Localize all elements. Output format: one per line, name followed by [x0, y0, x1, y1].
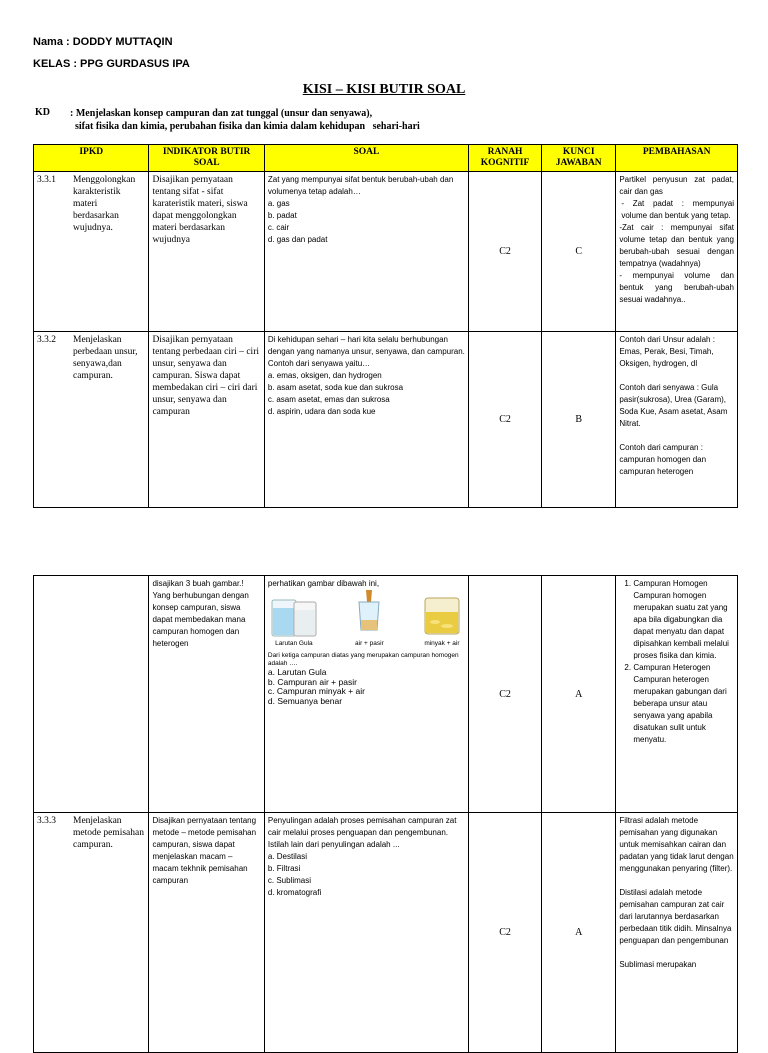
- pembahasan-cell: [616, 813, 738, 1053]
- kisi-table-1: [33, 144, 738, 508]
- kd-text: : Menjelaskan konsep campuran dan zat tunggal (unsur dan senyawa), sifat fisika dan kimia, perubahan fisika dan kimia dalam kehidupan sehari-hari: [70, 108, 420, 132]
- pembahasan-line: Distilasi adalah metode pemisahan campuran zat cair dari larutannya berdasarkan perbedaan titik didih. Minsalnya penguapan dan pengembunan: [619, 888, 732, 945]
- ranah-cell: C2: [468, 813, 541, 1053]
- kunci-cell: B: [542, 332, 616, 508]
- option-b: b. asam asetat, soda kue dan sukrosa: [267, 383, 404, 392]
- ipkd-number: 3.3.1: [37, 175, 56, 185]
- pembahasan-line: Partikel penyusun zat padat, cair dan gas: [619, 175, 734, 196]
- indikator-cell: disajikan 3 buah gambar.! Yang berhubungan dengan konsep campuran, siswa dapat membedakan mana campuran homogen dan heterogen: [149, 576, 264, 813]
- header-pembahasan: PEMBAHASAN: [616, 145, 738, 172]
- soal-cell: [264, 576, 468, 813]
- indikator-cell: Disajikan pernyataan tentang sifat - sifat karateristik materi, siswa dapat menggolongkan materi berdasarkan wujudnya: [149, 172, 264, 332]
- ipkd-text: Menggolongkan karakteristik materi berdasarkan wujudnya.: [73, 175, 136, 233]
- question-text: Di kehidupan sehari – hari kita selalu berhubungan dengan yang namanya unsur, senyawa, dan campuran. Contoh dari senyawa yaitu…: [267, 335, 465, 368]
- table-row: [34, 332, 738, 508]
- soal-cell: [264, 813, 468, 1053]
- table-row: [34, 172, 738, 332]
- pembahasan-line: Filtrasi adalah metode pemisahan yang digunakan untuk memisahkan cairan dan padatan yang tidak larut dengan menggunakan penyaring (filter).: [619, 816, 734, 873]
- ipkd-text: Menjelaskan perbedaan unsur, senyawa,dan campuran.: [73, 335, 138, 381]
- ipkd-cell: [34, 172, 149, 332]
- option-c: c. Sublimasi: [267, 876, 311, 885]
- pembahasan-line: -Zat cair : mempunyai sifat volume tetap dan bentuk yang berubah-ubah sesuai dengan tempatnya (wadahnya): [619, 223, 734, 268]
- pembahasan-line: Contoh dari senyawa : Gula pasir(sukrosa), Urea (Garam), Soda Kue, Asam asetat, Asam Nitrat.: [619, 383, 728, 428]
- pembahasan-cell: [616, 576, 738, 813]
- option-b: b. padat: [267, 211, 297, 220]
- pembahasan-line: Sublimasi merupakan: [619, 960, 697, 969]
- ipkd-number: 3.3.3: [37, 816, 56, 826]
- ranah-cell: C2: [468, 576, 541, 813]
- beaker-icon: [268, 596, 320, 638]
- table-row: [34, 813, 738, 1053]
- student-name: Nama : DODDY MUTTAQIN: [33, 36, 173, 48]
- pembahasan-line: - Zat padat : mempunyai volume dan bentuk yang tetap.: [621, 199, 734, 220]
- ipkd-cell: [34, 576, 149, 813]
- option-b: b. Filtrasi: [267, 864, 301, 873]
- ranah-cell: C2: [468, 172, 541, 332]
- kunci-cell: A: [542, 576, 616, 813]
- pembahasan-line: Contoh dari Unsur adalah : Emas, Perak, Besi, Timah, Oksigen, hydrogen, dl: [619, 335, 715, 368]
- header-ranah: RANAH KOGNITIF: [468, 145, 541, 172]
- option-c: c. cair: [267, 223, 290, 232]
- pembahasan-cell: [616, 332, 738, 508]
- kd-label: KD: [35, 107, 50, 118]
- header-soal: SOAL: [264, 145, 468, 172]
- page-title: KISI – KISI BUTIR SOAL: [302, 82, 466, 97]
- sand-water-image: [354, 590, 384, 650]
- kunci-cell: C: [542, 172, 616, 332]
- question-text: Zat yang mempunyai sifat bentuk berubah-ubah dan volumenya tetap adalah…: [267, 175, 454, 196]
- soal-cell: [264, 172, 468, 332]
- option-d: d. aspirin, udara dan soda kue: [267, 407, 376, 416]
- table-header-row: [34, 145, 738, 172]
- option-d: d. kromatografi: [267, 888, 322, 897]
- pembahasan-line: Contoh dari campuran : campuran homogen dan campuran heterogen: [619, 443, 707, 476]
- sugar-solution-image: [268, 596, 320, 650]
- pembahasan-item: 2. Campuran Heterogen Campuran heterogen merupakan gabungan dari beberapa unsur atau senyawa yang apabila disatukan sulit untuk menyatu.: [633, 662, 734, 746]
- option-a: a. gas: [267, 199, 290, 208]
- header-ipkd: IPKD: [34, 145, 149, 172]
- image-caption: Larutan Gula: [275, 640, 313, 647]
- option-d: d. gas dan padat: [267, 235, 328, 244]
- kunci-cell: A: [542, 813, 616, 1053]
- ipkd-cell: [34, 332, 149, 508]
- question-text: Dari ketiga campuran diatas yang merupakan campuran homogen adalah ….: [267, 652, 459, 667]
- ipkd-text: Menjelaskan metode pemisahan campuran.: [73, 816, 144, 850]
- option-b: b. Campuran air + pasir: [267, 676, 357, 687]
- header-kunci: KUNCI JAWABAN: [542, 145, 616, 172]
- option-a: a. emas, oksigen, dan hydrogen: [267, 371, 382, 380]
- kisi-table-2: [33, 575, 738, 1053]
- pembahasan-line: - mempunyai volume dan bentuk yang berubah-ubah sesuai wadahnya..: [619, 271, 734, 304]
- option-a: a. Larutan Gula: [267, 667, 327, 677]
- image-row: [268, 594, 465, 650]
- ipkd-cell: [34, 813, 149, 1053]
- ipkd-number: 3.3.2: [37, 335, 56, 345]
- option-d: d. Semuanya benar: [267, 695, 343, 706]
- pembahasan-item: 1. Campuran Homogen Campuran homogen merupakan suatu zat yang apa bila digabungkan dia dapat menyatu dan dapat dipisahkan kembali melalui proses fisika dan kimia.: [633, 578, 734, 662]
- oil-water-image: [419, 594, 465, 650]
- option-c: c. Campuran minyak + air: [267, 686, 365, 696]
- jar-icon: [419, 594, 465, 638]
- student-class: KELAS : PPG GURDASUS IPA: [33, 58, 190, 70]
- ranah-cell: C2: [468, 332, 541, 508]
- question-text: Penyulingan adalah proses pemisahan campuran zat cair melalui proses penguapan dan pengembunan. Istilah lain dari penyulingan adalah ...: [267, 816, 457, 849]
- question-text: perhatikan gambar dibawah ini,: [267, 579, 380, 588]
- option-c: c. asam asetat, emas dan sukrosa: [267, 395, 390, 404]
- image-caption: air + pasir: [355, 640, 384, 647]
- glass-icon: [354, 590, 384, 638]
- option-a: a. Destilasi: [267, 852, 307, 861]
- indikator-cell: Disajikan pernyataan tentang perbedaan ciri – ciri unsur, senyawa dan campuran. Siswa dapat membedakan ciri – ciri dari unsur, senyawa dan campuran: [149, 332, 264, 508]
- table-row: [34, 576, 738, 813]
- pembahasan-cell: [616, 172, 738, 332]
- image-caption: minyak + air: [424, 640, 460, 647]
- soal-cell: [264, 332, 468, 508]
- header-indikator: INDIKATOR BUTIR SOAL: [149, 145, 264, 172]
- indikator-cell: Disajikan pernyataan tentang metode – metode pemisahan campuran, siswa dapat menjelaskan macam – macam tekhnik pemisahan campuran: [149, 813, 264, 1053]
